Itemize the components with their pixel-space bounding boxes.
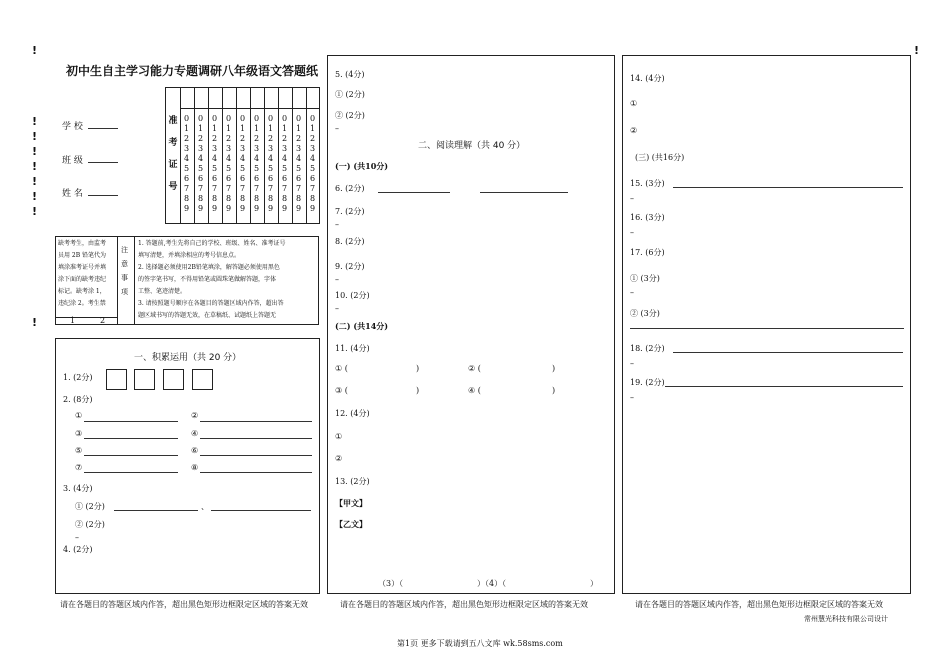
registration-mark: ! xyxy=(32,205,38,218)
exam-id-digit[interactable]: 4 xyxy=(183,154,190,163)
q2-answer-line[interactable] xyxy=(84,472,178,473)
exam-id-digit[interactable]: 5 xyxy=(211,164,218,173)
exam-id-digit-column[interactable] xyxy=(223,114,234,214)
answer-mark: – xyxy=(75,533,79,542)
exam-id-digit[interactable]: 4 xyxy=(211,154,218,163)
registration-mark: ! xyxy=(32,190,38,203)
exam-id-digit[interactable]: 3 xyxy=(253,144,260,153)
exam-id-digit[interactable]: 6 xyxy=(267,174,274,183)
exam-id-digit[interactable]: 0 xyxy=(309,114,316,123)
exam-id-digit[interactable]: 8 xyxy=(281,194,288,203)
q3-sub-2: ② (2分) xyxy=(75,520,105,529)
q2-answer-line[interactable] xyxy=(200,438,312,439)
q18-answer-line[interactable] xyxy=(673,352,903,353)
exam-id-digit[interactable]: 1 xyxy=(281,124,288,133)
q17-sub-2: ② (3分) xyxy=(630,309,660,318)
exam-id-digit[interactable]: 6 xyxy=(309,174,316,183)
q2-item-num: ⑤ xyxy=(75,446,83,455)
exam-id-digit[interactable]: 8 xyxy=(309,194,316,203)
q14-label: 14. (4分) xyxy=(630,74,665,83)
exam-id-digit[interactable]: 9 xyxy=(267,204,274,213)
bottom-paren: ）（4）（ xyxy=(477,579,507,588)
class-label: 班 级 xyxy=(62,156,83,166)
section-1-title: 一、积累运用（共 20 分） xyxy=(134,353,242,363)
q7-label: 7. (2分) xyxy=(335,207,365,216)
yi-wen-label: 【乙文】 xyxy=(335,519,367,529)
exam-id-digit[interactable]: 5 xyxy=(253,164,260,173)
q11-paren: ④ ( xyxy=(468,386,481,395)
name-label: 姓 名 xyxy=(62,189,83,199)
q3-answer-line[interactable] xyxy=(211,510,311,511)
exam-id-digit[interactable]: 1 xyxy=(295,124,302,133)
registration-mark: ! xyxy=(32,160,38,173)
exam-id-digit[interactable]: 7 xyxy=(239,184,246,193)
q2-answer-line[interactable] xyxy=(200,455,312,456)
exam-id-digit[interactable]: 8 xyxy=(225,194,232,203)
exam-id-digit[interactable]: 3 xyxy=(197,144,204,153)
notes-label: 意 xyxy=(121,260,128,268)
exam-id-digit[interactable]: 1 xyxy=(211,124,218,133)
exam-id-digit[interactable]: 4 xyxy=(239,154,246,163)
exam-id-digit[interactable]: 0 xyxy=(267,114,274,123)
exam-id-digit[interactable]: 7 xyxy=(309,184,316,193)
exam-id-digit[interactable]: 9 xyxy=(295,204,302,213)
q13-label: 13. (2分) xyxy=(335,477,370,486)
exam-id-digit[interactable]: 2 xyxy=(281,134,288,143)
bottom-paren: （3）（ xyxy=(378,579,404,588)
q19-label: 19. (2分) xyxy=(630,378,665,387)
q3-label: 3. (4分) xyxy=(63,484,93,493)
exam-id-digit[interactable]: 0 xyxy=(253,114,260,123)
exam-id-digit[interactable]: 9 xyxy=(309,204,316,213)
q17-sub-1: ① (3分) xyxy=(630,274,660,283)
exam-id-digit[interactable]: 3 xyxy=(281,144,288,153)
class-line[interactable] xyxy=(88,162,118,163)
exam-id-digit[interactable]: 6 xyxy=(281,174,288,183)
exam-id-digit[interactable]: 6 xyxy=(183,174,190,183)
q16-label: 16. (3分) xyxy=(630,213,665,222)
q1-box-2[interactable] xyxy=(134,369,155,390)
exam-id-digit[interactable]: 4 xyxy=(267,154,274,163)
answer-mark: – xyxy=(335,304,339,313)
notes-label: 事 xyxy=(121,274,128,282)
answer-mark: – xyxy=(630,228,634,237)
q1-label: 1. (2分) xyxy=(63,373,93,382)
absent-line: 员用 2B 铅笔代为 xyxy=(58,252,107,259)
answer-mark: – xyxy=(630,393,634,402)
subsection-3-title: (三) (共16分) xyxy=(635,153,685,162)
q2-item-num: ⑥ xyxy=(191,446,199,455)
exam-id-digit[interactable]: 4 xyxy=(197,154,204,163)
note-line: 工整、笔迹清楚。 xyxy=(138,288,187,295)
exam-id-grid[interactable] xyxy=(165,87,320,224)
q19-answer-line[interactable] xyxy=(665,386,903,387)
exam-id-digit-column[interactable] xyxy=(181,114,192,214)
q2-answer-line[interactable] xyxy=(200,421,312,422)
q3-sub-1: ① (2分) xyxy=(75,502,105,511)
registration-mark: ! xyxy=(32,115,38,128)
exam-id-digit[interactable]: 3 xyxy=(183,144,190,153)
exam-id-digit[interactable]: 8 xyxy=(197,194,204,203)
exam-id-digit[interactable]: 9 xyxy=(281,204,288,213)
q6-label: 6. (2分) xyxy=(335,184,365,193)
exam-id-digit[interactable]: 0 xyxy=(183,114,190,123)
exam-id-digit-column[interactable] xyxy=(279,114,290,214)
q14-sub-1: ① xyxy=(630,99,638,108)
exam-id-digit-column[interactable] xyxy=(265,114,276,214)
notes-label: 项 xyxy=(121,288,128,296)
absent-line: 涂下面的缺考违纪 xyxy=(58,276,107,283)
name-line[interactable] xyxy=(88,195,118,196)
answer-mark: – xyxy=(335,220,339,229)
section-2-title: 二、阅读理解（共 40 分） xyxy=(418,141,526,151)
exam-id-label: 考 xyxy=(168,138,178,148)
exam-id-digit-column[interactable] xyxy=(293,114,304,214)
absent-line: 标记。缺考涂 1， xyxy=(58,288,106,295)
exam-id-digit-column[interactable] xyxy=(209,114,220,214)
q11-paren: ) xyxy=(552,386,556,395)
exam-id-digit[interactable]: 2 xyxy=(197,134,204,143)
q15-label: 15. (3分) xyxy=(630,179,665,188)
exam-id-digit-column[interactable] xyxy=(237,114,248,214)
exam-id-digit[interactable]: 5 xyxy=(183,164,190,173)
registration-mark: ! xyxy=(32,316,38,329)
exam-id-digit-column[interactable] xyxy=(195,114,206,214)
exam-id-digit[interactable]: 3 xyxy=(267,144,274,153)
answer-mark: – xyxy=(335,124,339,133)
q9-label: 9. (2分) xyxy=(335,262,365,271)
q11-paren: ) xyxy=(416,364,420,373)
exam-id-digit[interactable]: 1 xyxy=(309,124,316,133)
exam-id-digit[interactable]: 1 xyxy=(253,124,260,133)
exam-id-digit[interactable]: 6 xyxy=(239,174,246,183)
q3-separator: 、 xyxy=(201,502,209,511)
exam-id-digit[interactable]: 3 xyxy=(309,144,316,153)
exam-id-digit[interactable]: 9 xyxy=(197,204,204,213)
q18-label: 18. (2分) xyxy=(630,344,665,353)
exam-id-digit[interactable]: 5 xyxy=(239,164,246,173)
exam-id-label: 证 xyxy=(168,160,178,170)
q2-label: 2. (8分) xyxy=(63,395,93,404)
exam-id-digit[interactable]: 7 xyxy=(183,184,190,193)
q8-label: 8. (2分) xyxy=(335,237,365,246)
absent-line: 填涂准考证号并填 xyxy=(58,264,107,271)
q11-paren: ① ( xyxy=(335,364,348,373)
answer-area-section-1[interactable] xyxy=(55,338,320,594)
q1-box-3[interactable] xyxy=(163,369,184,390)
q11-label: 11. (4分) xyxy=(335,344,370,353)
exam-id-digit[interactable]: 7 xyxy=(197,184,204,193)
exam-id-digit-column[interactable] xyxy=(251,114,262,214)
note-line: 填写清楚，并填涂相应的考号信息点。 xyxy=(138,252,241,259)
exam-id-digit[interactable]: 5 xyxy=(197,164,204,173)
page-footer: 第1页 更多下载请到五八文库 wk.58sms.com xyxy=(397,639,563,648)
q2-item-num: ⑧ xyxy=(191,463,199,472)
q11-paren: ② ( xyxy=(468,364,481,373)
q5-label: 5. (4分) xyxy=(335,70,365,79)
q2-answer-line[interactable] xyxy=(200,472,312,473)
exam-id-digit[interactable]: 4 xyxy=(309,154,316,163)
subsection-2-title: (二) (共14分) xyxy=(335,321,389,331)
note-line: 2. 选择题必须使用2B铅笔填涂，解答题必须使用黑色 xyxy=(138,264,280,271)
q1-box-4[interactable] xyxy=(192,369,213,390)
exam-id-digit[interactable]: 6 xyxy=(225,174,232,183)
school-line[interactable] xyxy=(88,128,118,129)
note-line: 3. 请按照题号顺序在各题目的答题区域内作答，超出答 xyxy=(138,300,284,307)
q14-sub-2: ② xyxy=(630,126,638,135)
exam-id-digit[interactable]: 0 xyxy=(239,114,246,123)
exam-id-digit[interactable]: 4 xyxy=(281,154,288,163)
answer-mark: – xyxy=(335,275,339,284)
exam-id-digit[interactable]: 8 xyxy=(253,194,260,203)
q2-answer-line[interactable] xyxy=(84,438,178,439)
q4-label: 4. (2分) xyxy=(63,545,93,554)
q11-paren: ) xyxy=(552,364,556,373)
q12-sub-1: ① xyxy=(335,432,343,441)
q6-answer-line[interactable] xyxy=(378,192,450,193)
exam-id-digit[interactable]: 0 xyxy=(295,114,302,123)
q15-answer-line[interactable] xyxy=(673,187,903,188)
registration-mark: ! xyxy=(32,130,38,143)
q12-sub-2: ② xyxy=(335,454,343,463)
note-line: 题区域书写的答题无效，在草稿纸、试题纸上答题无 xyxy=(138,312,277,319)
absent-line: 缺考考生，由监考 xyxy=(58,240,107,247)
exam-id-label: 准 xyxy=(168,116,178,126)
q1-box-1[interactable] xyxy=(106,369,127,390)
school-label: 学 校 xyxy=(62,122,83,132)
exam-id-digit[interactable]: 7 xyxy=(225,184,232,193)
q6-answer-line[interactable] xyxy=(480,192,568,193)
registration-mark: ! xyxy=(914,44,920,57)
exam-id-digit[interactable]: 1 xyxy=(183,124,190,133)
exam-id-digit[interactable]: 7 xyxy=(267,184,274,193)
exam-id-digit[interactable]: 2 xyxy=(225,134,232,143)
q5-sub-2: ② (2分) xyxy=(335,111,365,120)
absent-line: 违纪涂 2。考生禁 xyxy=(58,300,106,307)
exam-id-digit[interactable]: 6 xyxy=(253,174,260,183)
q2-item-num: ④ xyxy=(191,429,199,438)
exam-id-digit[interactable]: 6 xyxy=(197,174,204,183)
exam-id-digit[interactable]: 3 xyxy=(239,144,246,153)
exam-id-digit[interactable]: 7 xyxy=(281,184,288,193)
footer-warning-left: 请在各题目的答题区域内作答，超出黑色矩形边框限定区域的答案无效 xyxy=(60,600,308,609)
exam-id-digit[interactable]: 5 xyxy=(281,164,288,173)
q17-label: 17. (6分) xyxy=(630,248,665,257)
exam-id-digit[interactable]: 5 xyxy=(309,164,316,173)
bottom-paren: ） xyxy=(590,579,598,588)
q2-answer-line[interactable] xyxy=(84,455,178,456)
exam-id-digit[interactable]: 5 xyxy=(267,164,274,173)
q2-item-num: ③ xyxy=(75,429,83,438)
exam-id-digit[interactable]: 0 xyxy=(211,114,218,123)
q2-answer-line[interactable] xyxy=(84,421,178,422)
page-title: 初中生自主学习能力专题调研八年级语文答题纸 xyxy=(66,64,319,78)
exam-id-digit[interactable]: 4 xyxy=(253,154,260,163)
exam-id-digit[interactable]: 7 xyxy=(253,184,260,193)
company-credit: 常州慧光科技有限公司设计 xyxy=(804,615,888,623)
exam-id-digit[interactable]: 8 xyxy=(183,194,190,203)
answer-mark: – xyxy=(630,288,634,297)
q11-paren: ) xyxy=(416,386,420,395)
note-line: 1. 答题前,考生先将自己的学校、班级、姓名、准考证号 xyxy=(138,240,286,247)
exam-id-digit[interactable]: 2 xyxy=(295,134,302,143)
jia-wen-label: 【甲文】 xyxy=(335,498,367,508)
exam-id-digit[interactable]: 0 xyxy=(225,114,232,123)
exam-id-digit[interactable]: 6 xyxy=(211,174,218,183)
q17-answer-line[interactable] xyxy=(630,328,904,329)
exam-id-digit[interactable]: 9 xyxy=(253,204,260,213)
q10-label: 10. (2分) xyxy=(335,291,370,300)
exam-id-label: 号 xyxy=(168,182,178,192)
exam-id-digit[interactable]: 8 xyxy=(295,194,302,203)
registration-mark: ! xyxy=(32,44,38,57)
exam-id-digit[interactable]: 0 xyxy=(197,114,204,123)
footer-warning-right: 请在各题目的答题区域内作答，超出黑色矩形边框限定区域的答案无效 xyxy=(635,600,883,609)
exam-id-digit[interactable]: 8 xyxy=(239,194,246,203)
exam-id-digit[interactable]: 9 xyxy=(239,204,246,213)
subsection-1-title: (一) (共10分) xyxy=(335,161,389,171)
q5-sub-1: ① (2分) xyxy=(335,90,365,99)
exam-id-digit[interactable]: 4 xyxy=(295,154,302,163)
q2-item-num: ① xyxy=(75,411,83,420)
q2-item-num: ② xyxy=(191,411,199,420)
answer-area-middle[interactable] xyxy=(327,55,615,594)
note-line: 的签字笔书写，不得用铅笔或圆珠笔做解答题，字体 xyxy=(138,276,277,283)
exam-id-digit[interactable]: 7 xyxy=(211,184,218,193)
exam-id-digit[interactable]: 2 xyxy=(239,134,246,143)
absent-mark-1[interactable]: 1 xyxy=(70,316,76,325)
exam-id-digit[interactable]: 3 xyxy=(211,144,218,153)
answer-mark: – xyxy=(630,194,634,203)
exam-id-digit[interactable]: 8 xyxy=(211,194,218,203)
answer-area-right[interactable] xyxy=(622,55,911,594)
notes-label: 注 xyxy=(121,246,128,254)
notes-box xyxy=(55,236,319,325)
exam-id-digit[interactable]: 0 xyxy=(281,114,288,123)
exam-id-digit[interactable]: 4 xyxy=(225,154,232,163)
footer-warning-middle: 请在各题目的答题区域内作答，超出黑色矩形边框限定区域的答案无效 xyxy=(340,600,588,609)
exam-id-digit[interactable]: 2 xyxy=(309,134,316,143)
exam-id-digit[interactable]: 1 xyxy=(197,124,204,133)
exam-id-digit[interactable]: 8 xyxy=(267,194,274,203)
exam-id-digit-column[interactable] xyxy=(307,114,318,214)
exam-id-digit[interactable]: 9 xyxy=(211,204,218,213)
exam-id-digit[interactable]: 3 xyxy=(225,144,232,153)
registration-mark: ! xyxy=(32,175,38,188)
exam-id-digit[interactable]: 2 xyxy=(253,134,260,143)
exam-id-digit[interactable]: 6 xyxy=(295,174,302,183)
exam-id-digit[interactable]: 5 xyxy=(225,164,232,173)
q2-item-num: ⑦ xyxy=(75,463,83,472)
q3-answer-line[interactable] xyxy=(114,510,198,511)
exam-id-digit[interactable]: 1 xyxy=(267,124,274,133)
exam-id-digit[interactable]: 9 xyxy=(183,204,190,213)
q11-paren: ③ ( xyxy=(335,386,348,395)
exam-id-digit[interactable]: 5 xyxy=(295,164,302,173)
answer-mark: – xyxy=(630,359,634,368)
exam-id-digit[interactable]: 1 xyxy=(239,124,246,133)
exam-id-digit[interactable]: 2 xyxy=(211,134,218,143)
absent-mark-2[interactable]: 2 xyxy=(100,316,106,325)
exam-id-digit[interactable]: 1 xyxy=(225,124,232,133)
exam-id-digit[interactable]: 2 xyxy=(267,134,274,143)
exam-id-digit[interactable]: 2 xyxy=(183,134,190,143)
registration-mark: ! xyxy=(32,145,38,158)
exam-id-digit[interactable]: 9 xyxy=(225,204,232,213)
exam-id-digit[interactable]: 3 xyxy=(295,144,302,153)
q12-label: 12. (4分) xyxy=(335,409,370,418)
exam-id-digit[interactable]: 7 xyxy=(295,184,302,193)
